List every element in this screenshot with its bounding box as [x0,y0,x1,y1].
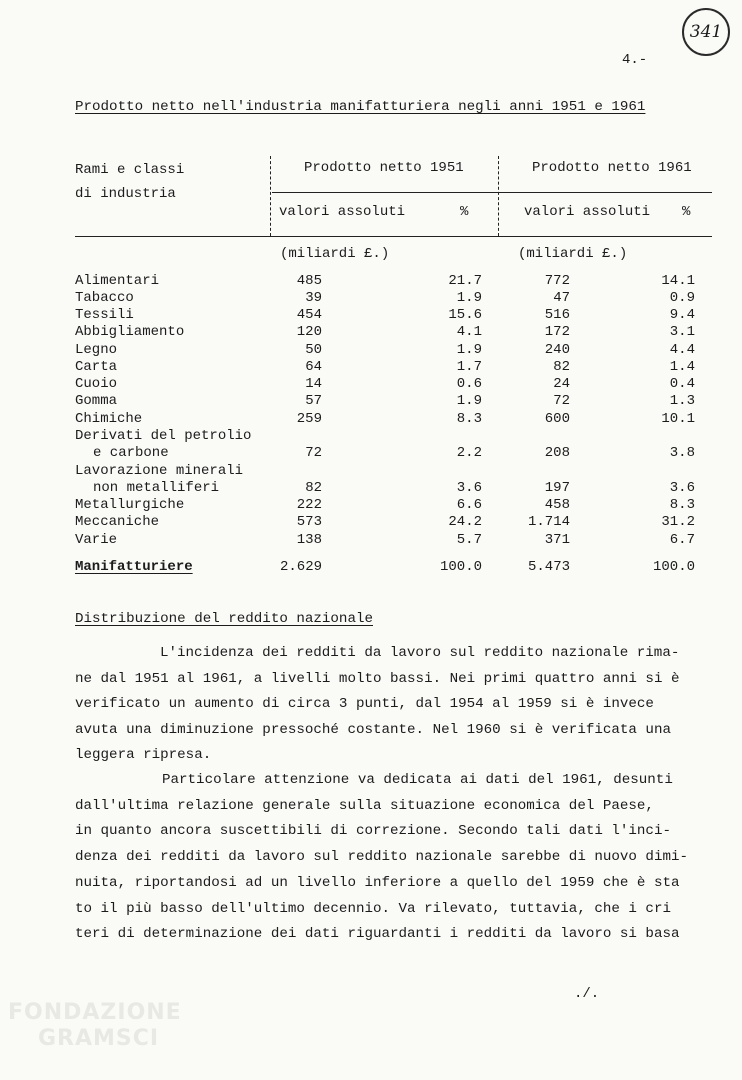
value-1961: 24 [553,376,570,392]
table-total-row [0,559,742,576]
pct-1951: 4.1 [456,324,482,340]
row-label: Alimentari [75,273,160,289]
header-1961: Prodotto netto 1961 [532,160,692,176]
table-title: Prodotto netto nell'industria manifatturiera negli anni 1951 e 1961 [75,99,646,115]
value-1951: 72 [305,445,322,461]
header-divider-right [498,156,499,236]
value-1951: 39 [305,290,322,306]
row-label-continued: non metalliferi [93,480,220,496]
value-1951: 120 [296,324,322,340]
value-1961: 72 [553,393,570,409]
row-label: Carta [75,359,118,375]
pct-1951: 6.6 [456,497,482,513]
section-title: Distribuzione del reddito nazionale [75,611,373,627]
unit-1951: (miliardi £.) [280,246,390,262]
table-row [0,514,742,531]
pct-1951: 24.2 [448,514,482,530]
pct-1951: 3.6 [456,480,482,496]
row-label: Gomma [75,393,118,409]
pct-1951: 0.6 [456,376,482,392]
pct-1961: 9.4 [669,307,695,323]
total-pct-1961: 100.0 [652,559,695,575]
paragraph-line: leggera ripresa. [75,747,212,763]
pct-1961: 8.3 [669,497,695,513]
pct-1951: 1.9 [456,342,482,358]
value-1951: 222 [296,497,322,513]
pct-1961: 10.1 [661,411,695,427]
pct-1961: 3.6 [669,480,695,496]
header-mid-rule [272,192,712,193]
table-row [0,480,742,497]
row-label: Abbigliamento [75,324,185,340]
paragraph-line: to il più basso dell'ultimo decennio. Va rilevato, tuttavia, che i cri [75,901,671,917]
value-1961: 208 [544,445,570,461]
header-col1-line1: Rami e classi [75,162,185,178]
paragraph-line: denza dei redditi da lavoro sul reddito nazionale sarebbe di nuovo dimi- [75,849,688,865]
table-row [0,359,742,376]
row-label: Tabacco [75,290,134,306]
unit-1961: (miliardi £.) [518,246,628,262]
value-1951: 573 [296,514,322,530]
pct-1961: 6.7 [669,532,695,548]
value-1961: 600 [544,411,570,427]
pct-1961: 3.1 [669,324,695,340]
total-pct-1951: 100.0 [439,559,482,575]
table-row [0,463,742,480]
pct-1961: 4.4 [669,342,695,358]
sub-abs-1951: valori assoluti [279,204,406,220]
pct-1951: 1.9 [456,393,482,409]
paragraph-line: L'incidenza dei redditi da lavoro sul reddito nazionale rima- [160,645,680,661]
row-label: Derivati del petrolio [75,428,252,444]
value-1951: 485 [296,273,322,289]
pct-1951: 1.9 [456,290,482,306]
table-row [0,428,742,445]
value-1961: 371 [544,532,570,548]
pct-1961: 3.8 [669,445,695,461]
row-label: Meccaniche [75,514,160,530]
header-divider-left [270,156,271,236]
table-row [0,376,742,393]
sub-abs-1961: valori assoluti [524,204,651,220]
pct-1951: 5.7 [456,532,482,548]
sub-pct-1961: % [682,204,691,220]
value-1961: 772 [544,273,570,289]
table-row [0,290,742,307]
sub-pct-1951: % [460,204,469,220]
pct-1951: 8.3 [456,411,482,427]
value-1961: 82 [553,359,570,375]
header-bottom-rule [75,236,712,237]
row-label: Tessili [75,307,134,323]
watermark-line2: GRAMSCI [38,1026,160,1051]
table-row [0,393,742,410]
value-1951: 14 [305,376,322,392]
paragraph-line: Particolare attenzione va dedicata ai dati del 1961, desunti [162,772,673,788]
table-row [0,273,742,290]
pct-1951: 2.2 [456,445,482,461]
row-label: Cuoio [75,376,118,392]
row-label: Chimiche [75,411,143,427]
row-label: Varie [75,532,118,548]
pct-1951: 1.7 [456,359,482,375]
paragraph-line: teri di determinazione dei dati riguardanti i redditi da lavoro si basa [75,926,680,942]
value-1961: 47 [553,290,570,306]
archive-number-stamp: 341 [682,8,730,56]
header-col1-line2: di industria [75,186,176,202]
pct-1961: 0.4 [669,376,695,392]
value-1951: 454 [296,307,322,323]
value-1961: 172 [544,324,570,340]
total-value-1961: 5.473 [527,559,570,575]
pct-1961: 14.1 [661,273,695,289]
table-row [0,497,742,514]
paragraph-line: in quanto ancora suscettibili di correzione. Secondo tali dati l'inci- [75,823,671,839]
paragraph-line: ne dal 1951 al 1961, a livelli molto bassi. Nei primi quattro anni si è [75,671,680,687]
value-1961: 458 [544,497,570,513]
value-1961: 516 [544,307,570,323]
pct-1961: 31.2 [661,514,695,530]
row-label-continued: e carbone [93,445,169,461]
value-1961: 197 [544,480,570,496]
paragraph-line: verificato un aumento di circa 3 punti, dal 1954 al 1959 si è invece [75,696,654,712]
paragraph-line: nuita, riportandosi ad un livello inferiore a quello del 1959 che è sta [75,875,680,891]
total-label: Manifatturiere [75,559,193,575]
pct-1961: 1.4 [669,359,695,375]
value-1951: 82 [305,480,322,496]
table-row [0,532,742,549]
paragraph-line: avuta una diminuzione pressoché costante. Nel 1960 si è verificata una [75,722,671,738]
total-value-1951: 2.629 [280,559,323,575]
continuation-mark: ./. [574,986,600,1002]
table-row [0,324,742,341]
row-label: Metallurgiche [75,497,185,513]
pct-1961: 1.3 [669,393,695,409]
watermark-line1: FONDAZIONE [8,1000,182,1025]
header-1951: Prodotto netto 1951 [304,160,464,176]
table-row [0,411,742,428]
row-label: Legno [75,342,118,358]
table-row [0,307,742,324]
table-row [0,342,742,359]
pct-1951: 21.7 [448,273,482,289]
table-row [0,445,742,462]
pct-1951: 15.6 [448,307,482,323]
archive-watermark [8,1000,182,1052]
value-1961: 240 [544,342,570,358]
value-1961: 1.714 [527,514,570,530]
value-1951: 138 [296,532,322,548]
value-1951: 64 [305,359,322,375]
page-number: 4.- [622,52,648,68]
value-1951: 259 [296,411,322,427]
value-1951: 57 [305,393,322,409]
paragraph-line: dall'ultima relazione generale sulla situazione economica del Paese, [75,798,654,814]
row-label: Lavorazione minerali [75,463,244,479]
pct-1961: 0.9 [669,290,695,306]
value-1951: 50 [305,342,322,358]
